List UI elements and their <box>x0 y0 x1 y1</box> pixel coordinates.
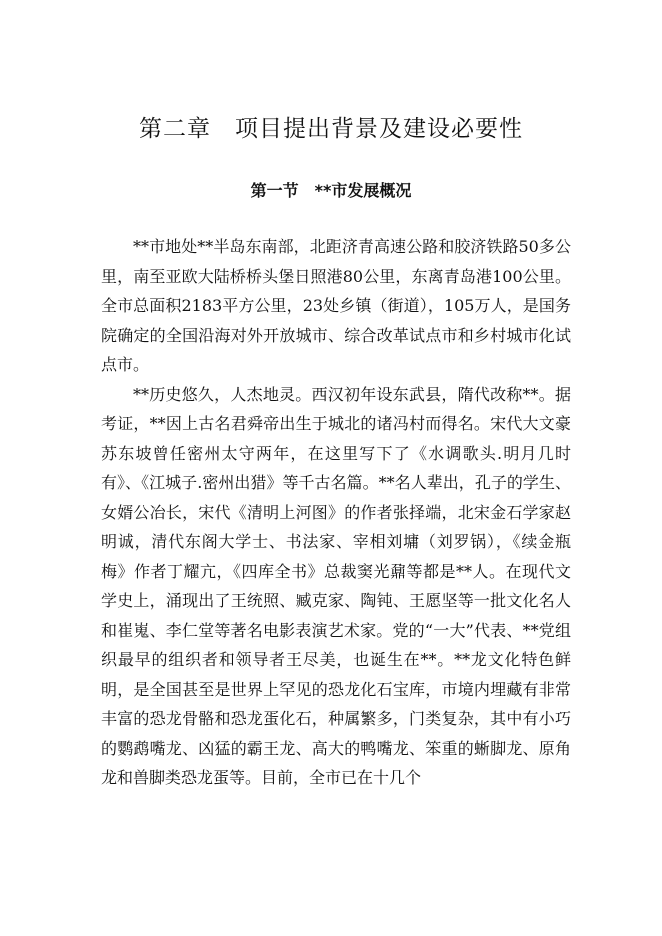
paragraph-history: **历史悠久，人杰地灵。西汉初年设东武县，隋代改称**。据考证，**因上古名君舜帝出生于城北的诸冯村而得名。宋代大文豪苏东坡曾任密州太守两年，在这里写下了《水调歌头.明月几时有》、《江城子.密州出猎》等千古名篇。**名人辈出，孔子的学生、女婿公冶长，宋代《清明上河图》的作者张择端，北宋金石学家赵明诚，清代东阁大学士、书法家、宰相刘墉（刘罗锅），《续金瓶梅》作者丁耀亢，《四库全书》总裁窦光鼐等都是**人。在现代文学史上，涌现出了王统照、臧克家、陶钝、王愿坚等一批文化名人和崔嵬、李仁堂等著名电影表演艺术家。党的“一大”代表、**党组织最早的组织者和领导者王尽美，也诞生在**。**龙文化特色鲜明，是全国甚至是世界上罕见的恐龙化石宝库，市境内埋藏有非常丰富的恐龙骨骼和恐龙蛋化石，种属繁多，门类复杂，其中有小巧的鹦鹉嘴龙、凶猛的霸王龙、高大的鸭嘴龙、笨重的蜥脚龙、原角龙和兽脚类恐龙蛋等。目前，全市已在十几个 <box>101 384 571 787</box>
chapter-title: 第二章 项目提出背景及建设必要性 <box>139 116 523 142</box>
paragraph-location: **市地处**半岛东南部，北距济青高速公路和胶济铁路50多公里，南至亚欧大陆桥桥头堡日照港80公里，东离青岛港100公里。全市总面积2183平方公里，23处乡镇（街道），105万人，是国务院确定的全国沿海对外开放城市、综合改革试点市和乡村城市化试点市。 <box>101 237 571 374</box>
body-text <box>101 232 571 793</box>
section-title: 第一节 **市发展概况 <box>250 181 412 200</box>
